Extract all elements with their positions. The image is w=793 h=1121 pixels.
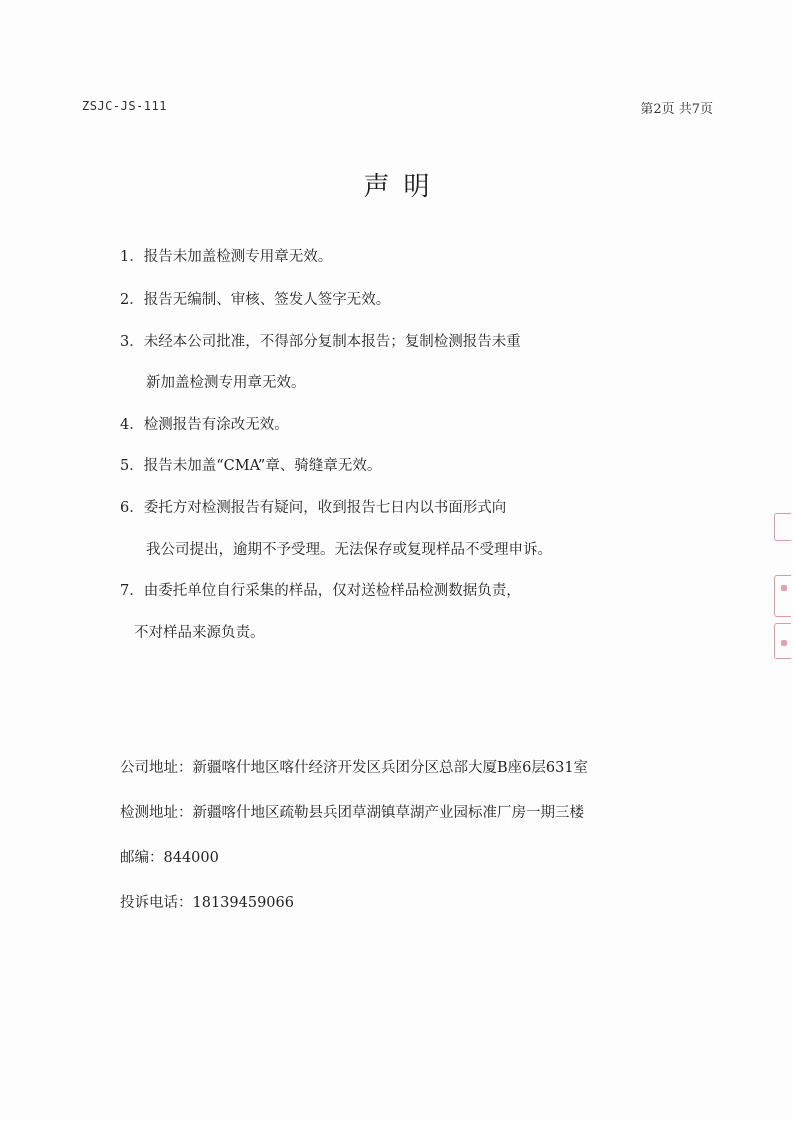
complaint-phone: 投诉电话：18139459066 (120, 895, 294, 911)
clause-4: 4．检测报告有涂改无效。 (120, 417, 289, 433)
clause-2: 2．报告无编制、审核、签发人签字无效。 (120, 292, 391, 308)
seal-fragment (781, 585, 787, 591)
postcode: 邮编：844000 (120, 850, 219, 866)
clause-7-continuation: 不对样品来源负责。 (134, 625, 265, 641)
seal-fragment (774, 575, 791, 617)
page-number: 第2页 共7页 (640, 102, 713, 117)
seal-fragment (774, 513, 791, 541)
page-title: 声明 (363, 172, 444, 202)
clause-3-continuation: 新加盖检测专用章无效。 (146, 375, 306, 391)
clause-3: 3．未经本公司批准，不得部分复制本报告；复制检测报告未重 (120, 334, 521, 350)
clause-7: 7．由委托单位自行采集的样品，仅对送检样品检测数据负责， (120, 583, 521, 599)
seal-fragment (781, 640, 787, 646)
clause-5: 5．报告未加盖“CMA”章、骑缝章无效。 (120, 458, 382, 474)
test-address: 检测地址：新疆喀什地区疏勒县兵团草湖镇草湖产业园标准厂房一期三楼 (120, 805, 584, 821)
document-code: ZSJC-JS-111 (82, 99, 167, 113)
company-address: 公司地址：新疆喀什地区喀什经济开发区兵团分区总部大厦B座6层631室 (120, 760, 589, 776)
seam-seal-stamp (771, 505, 793, 670)
clause-1: 1．报告未加盖检测专用章无效。 (120, 249, 333, 265)
clause-6: 6．委托方对检测报告有疑问，收到报告七日内以书面形式向 (120, 500, 507, 516)
clause-6-continuation: 我公司提出，逾期不予受理。无法保存或复现样品不受理申诉。 (146, 542, 552, 558)
